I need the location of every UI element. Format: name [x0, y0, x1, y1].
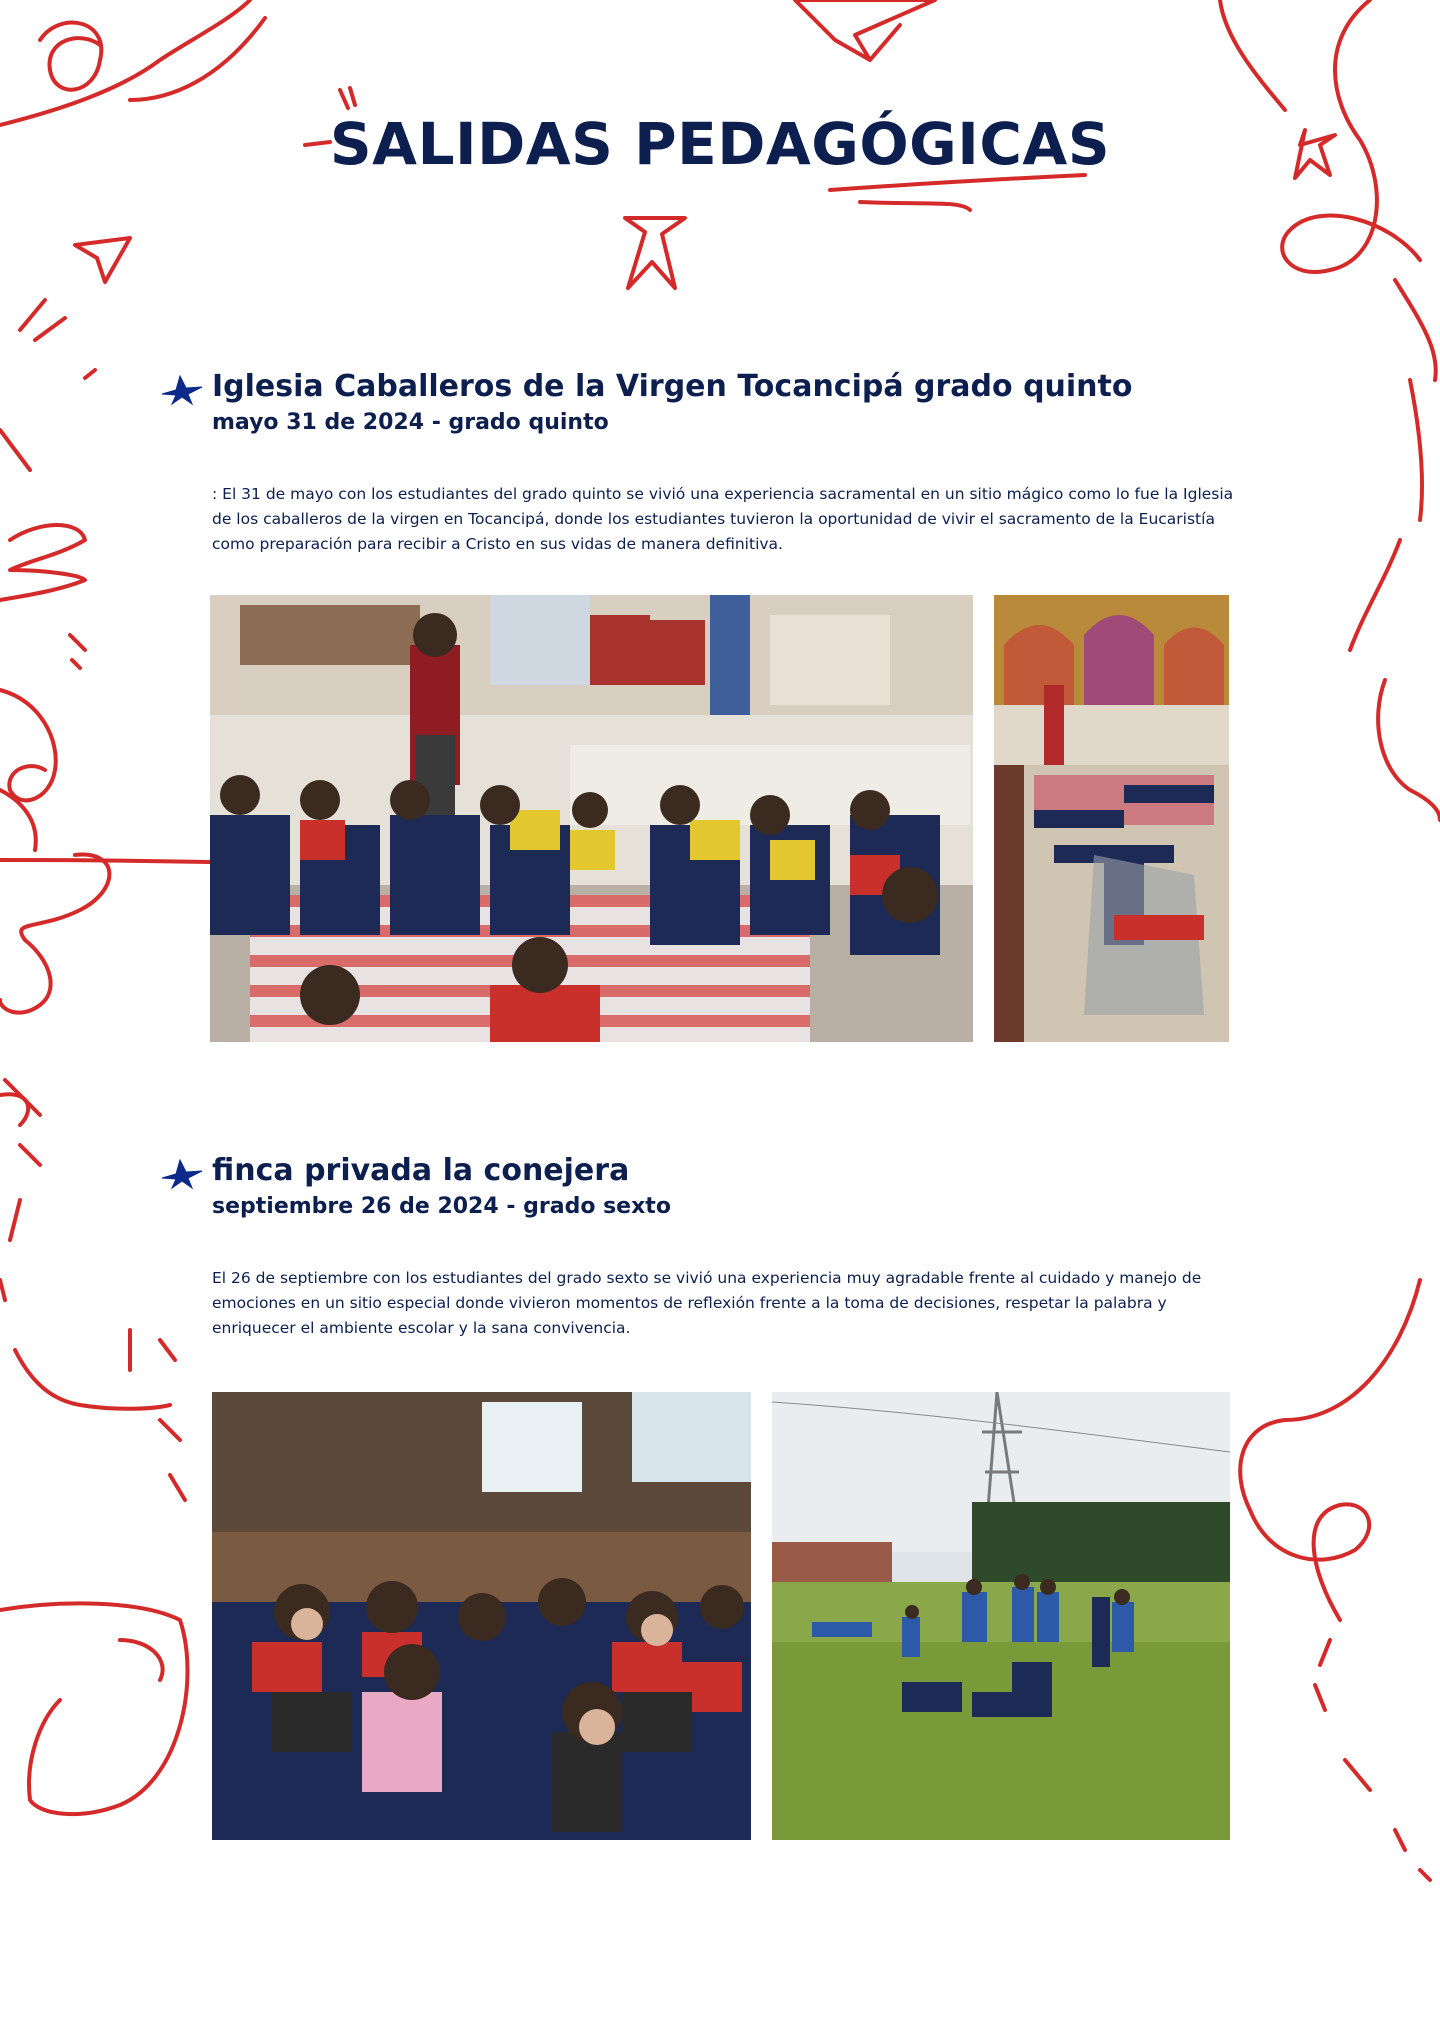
star-icon — [160, 1156, 204, 1190]
students-in-church-photo — [210, 595, 973, 1042]
students-on-lawn-photo — [772, 1392, 1230, 1840]
section-date: mayo 31 de 2024 - grado quinto — [212, 410, 609, 435]
section-heading — [160, 1152, 1240, 1224]
students-lying-in-church-photo — [994, 595, 1229, 1042]
section-title: Iglesia Caballeros de la Virgen Tocancipá grado quinto — [212, 369, 1133, 404]
section-title: finca privada la conejera — [212, 1153, 630, 1188]
outing-section-2 — [160, 1152, 1240, 1341]
outing-section-1 — [160, 368, 1240, 557]
section-date: septiembre 26 de 2024 - grado sexto — [212, 1194, 671, 1219]
section-heading — [160, 368, 1240, 440]
students-in-cabin-photo — [212, 1392, 751, 1840]
section-description: El 26 de septiembre con los estudiantes del grado sexto se vivió una experiencia muy agradable frente al cuidado y manejo de emociones en un sitio especial donde vivieron momentos de reflexión frente a la toma de decisiones, respetar la palabra y enriquecer el ambiente escolar y la sana convivencia. — [212, 1269, 1202, 1337]
section-description: : El 31 de mayo con los estudiantes del grado quinto se vivió una experiencia sacramental en un sitio mágico como lo fue la Iglesia de los caballeros de la virgen en Tocancipá, donde los estudiantes tuvieron la oportunidad de vivir el sacramento de la Eucaristía como preparación para recibir a Cristo en sus vidas de manera definitiva. — [212, 485, 1234, 553]
star-icon — [160, 372, 204, 406]
page-title: SALIDAS PEDAGÓGICAS — [329, 110, 1111, 178]
